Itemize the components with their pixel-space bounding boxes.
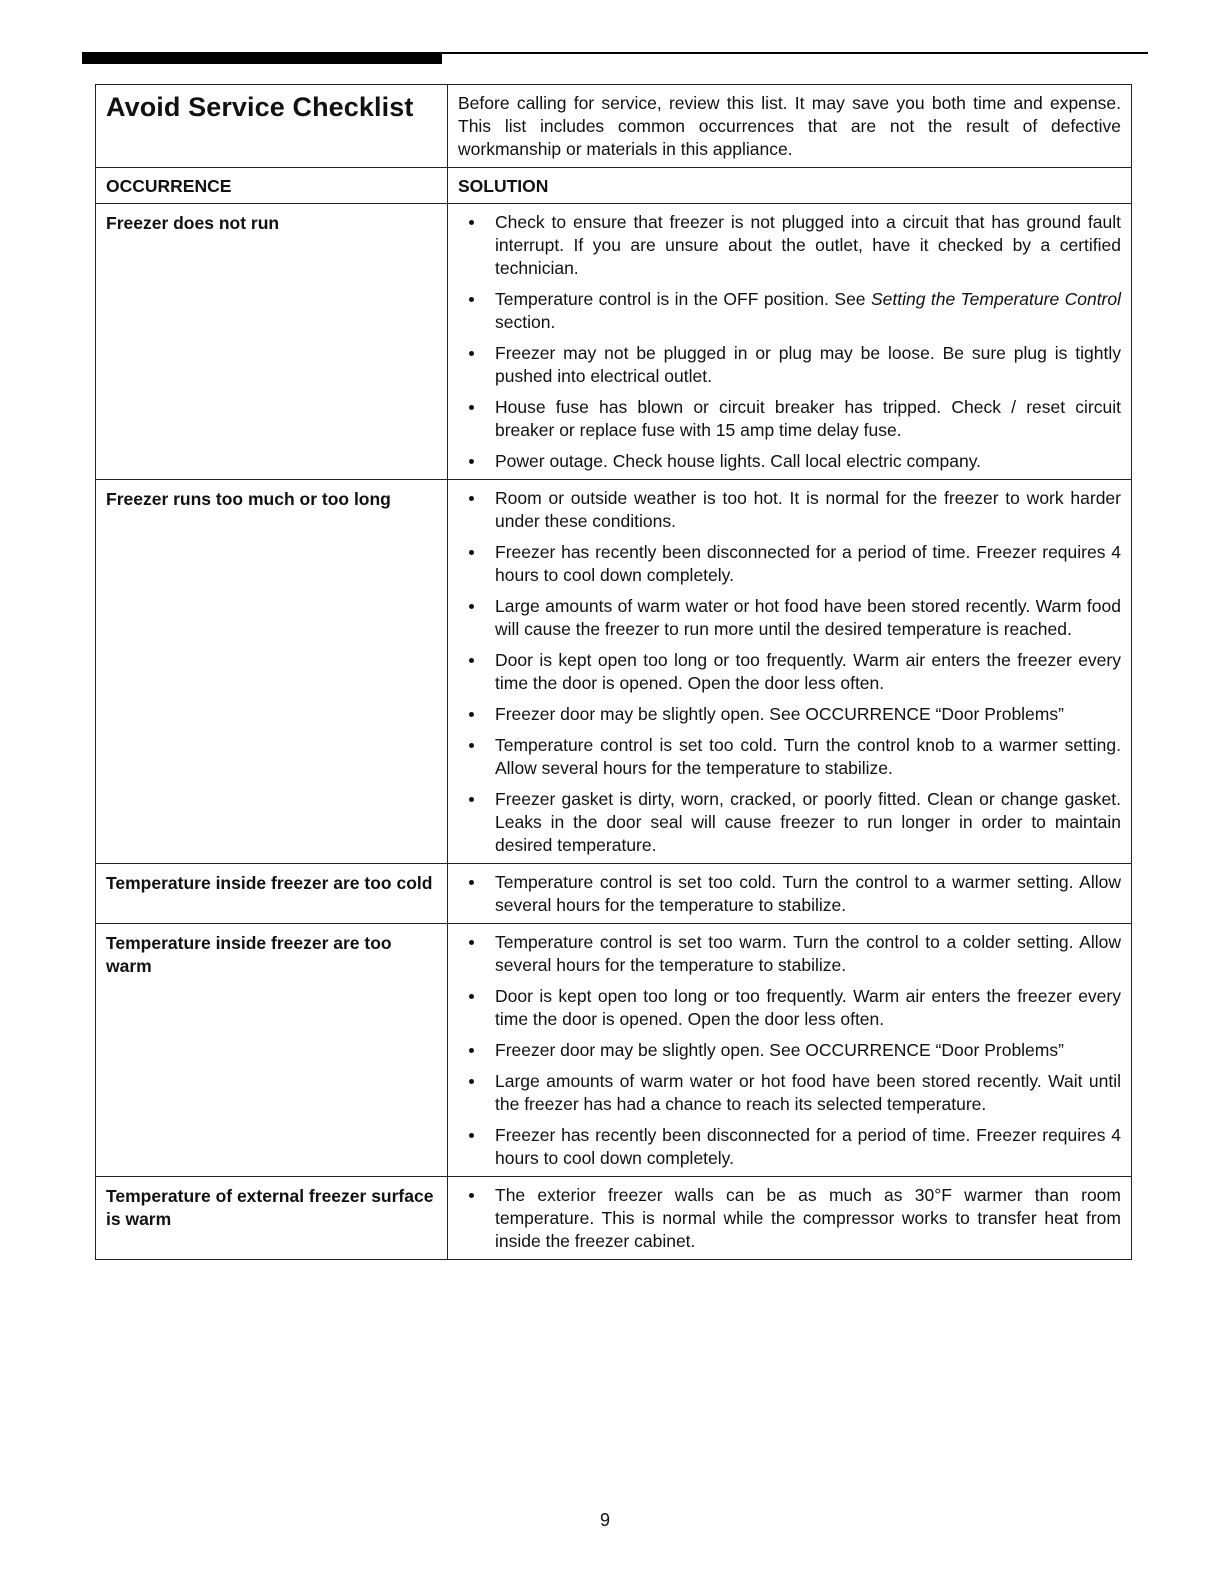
solution-item [458,487,1121,533]
bullet-icon [469,405,474,410]
solution-list [458,931,1121,1170]
solution-item [458,342,1121,388]
occurrence-label: Temperature of external freezer surface is warm [106,1186,434,1229]
bullet-icon [469,1193,474,1198]
solution-text: Temperature control is set too warm. Turn the control to a colder setting. Allow several hours for the temperature to stabilize. [495,932,1121,975]
bullet-icon [469,940,474,945]
bullet-icon [469,550,474,555]
solution-item [458,1039,1121,1062]
solution-item [458,211,1121,280]
occurrence-cell [96,1177,448,1260]
solution-text: House fuse has blown or circuit breaker has tripped. Check / reset circuit breaker or replace fuse with 15 amp time delay fuse. [495,397,1121,440]
solution-header: SOLUTION [448,168,1132,204]
solution-text: Temperature control is set too cold. Turn the control knob to a warmer setting. Allow several hours for the temperature to stabilize. [495,735,1121,778]
top-rule-bar [82,52,442,64]
solution-list [458,487,1121,857]
section-reference: Setting the Temperature Control [870,289,1122,309]
bullet-icon [469,1133,474,1138]
solution-item [458,931,1121,977]
intro-text: Before calling for service, review this list. It may save you both time and expense. This list includes common occurrences that are not the result of defective workmanship or materials in this appliance. [458,93,1121,159]
solution-list [458,1184,1121,1253]
occurrence-label: Freezer does not run [106,213,280,233]
solution-item [458,1070,1121,1116]
table-row [96,924,1132,1177]
solution-item [458,595,1121,641]
solution-item [458,703,1121,726]
bullet-icon [469,712,474,717]
occurrence-label: Freezer runs too much or too long [106,489,391,509]
bullet-icon [469,459,474,464]
solution-cell [448,864,1132,924]
table-row [96,480,1132,864]
solution-cell [448,924,1132,1177]
solution-text: Check to ensure that freezer is not plugged into a circuit that has ground fault interrupt. If you are unsure about the outlet, have it checked by a certified technician. [495,212,1121,278]
bullet-icon [469,797,474,802]
occurrence-cell [96,204,448,480]
solution-text: Freezer door may be slightly open. See OCCURRENCE “Door Problems” [495,1040,1064,1060]
solution-text: Freezer may not be plugged in or plug may be loose. Be sure plug is tightly pushed into electrical outlet. [495,343,1121,386]
solution-text: Power outage. Check house lights. Call local electric company. [495,451,982,471]
occurrence-cell [96,480,448,864]
solution-text: Door is kept open too long or too frequently. Warm air enters the freezer every time the door is opened. Open the door less often. [495,986,1121,1029]
table-row [96,204,1132,480]
bullet-icon [469,1079,474,1084]
solution-item [458,1124,1121,1170]
page-number: 9 [599,1510,610,1530]
solution-item [458,1184,1121,1253]
solution-item [458,871,1121,917]
solution-text: Freezer has recently been disconnected for a period of time. Freezer requires 4 hours to cool down completely. [495,542,1121,585]
solution-list [458,871,1121,917]
solution-text: Door is kept open too long or too frequently. Warm air enters the freezer every time the door is opened. Open the door less often. [495,650,1121,693]
solution-item [458,396,1121,442]
bullet-icon [469,1048,474,1053]
bullet-icon [469,880,474,885]
solution-text: Large amounts of warm water or hot food have been stored recently. Wait until the freezer has had a chance to reach its selected temperature. [495,1071,1121,1114]
table-row [96,864,1132,924]
title-cell [96,85,448,168]
checklist-table [95,84,1132,1260]
solution-text-tail: section. [495,312,556,332]
column-header-row [96,168,1132,204]
solution-text: Room or outside weather is too hot. It is normal for the freezer to work harder under these conditions. [495,488,1121,531]
solution-item [458,541,1121,587]
solution-list [458,211,1121,473]
solution-text: Large amounts of warm water or hot food have been stored recently. Warm food will cause the freezer to run more until the desired temperature is reached. [495,596,1121,639]
solution-text: Temperature control is set too cold. Turn the control to a warmer setting. Allow several hours for the temperature to stabilize. [495,872,1121,915]
solution-item [458,450,1121,473]
occurrence-label: Temperature inside freezer are too cold [106,873,433,893]
solution-cell [448,1177,1132,1260]
solution-text: Temperature control is in the OFF position. See [495,289,871,309]
solution-item [458,649,1121,695]
solution-text: Freezer has recently been disconnected for a period of time. Freezer requires 4 hours to cool down completely. [495,1125,1121,1168]
solution-item [458,788,1121,857]
bullet-icon [469,220,474,225]
solution-item [458,985,1121,1031]
bullet-icon [469,658,474,663]
occurrence-label: Temperature inside freezer are too warm [106,933,392,976]
page-title: Avoid Service Checklist [106,92,414,122]
title-row [96,85,1132,168]
bullet-icon [469,743,474,748]
bullet-icon [469,351,474,356]
occurrence-cell [96,924,448,1177]
occurrence-header: OCCURRENCE [96,168,448,204]
bullet-icon [469,297,474,302]
bullet-icon [469,994,474,999]
solution-cell [448,480,1132,864]
solution-text: Freezer door may be slightly open. See OCCURRENCE “Door Problems” [495,704,1064,724]
solution-text: Freezer gasket is dirty, worn, cracked, or poorly fitted. Clean or change gasket. Leaks in the door seal will cause freezer to run longer in order to maintain desired temperature. [495,789,1121,855]
occurrence-cell [96,864,448,924]
bullet-icon [469,604,474,609]
solution-text: The exterior freezer walls can be as much as 30°F warmer than room temperature. This is normal while the compressor works to transfer heat from inside the freezer cabinet. [495,1185,1121,1251]
bullet-icon [469,496,474,501]
table-row [96,1177,1132,1260]
solution-cell [448,204,1132,480]
intro-cell [448,85,1132,168]
solution-item [458,734,1121,780]
solution-item [458,288,1121,334]
